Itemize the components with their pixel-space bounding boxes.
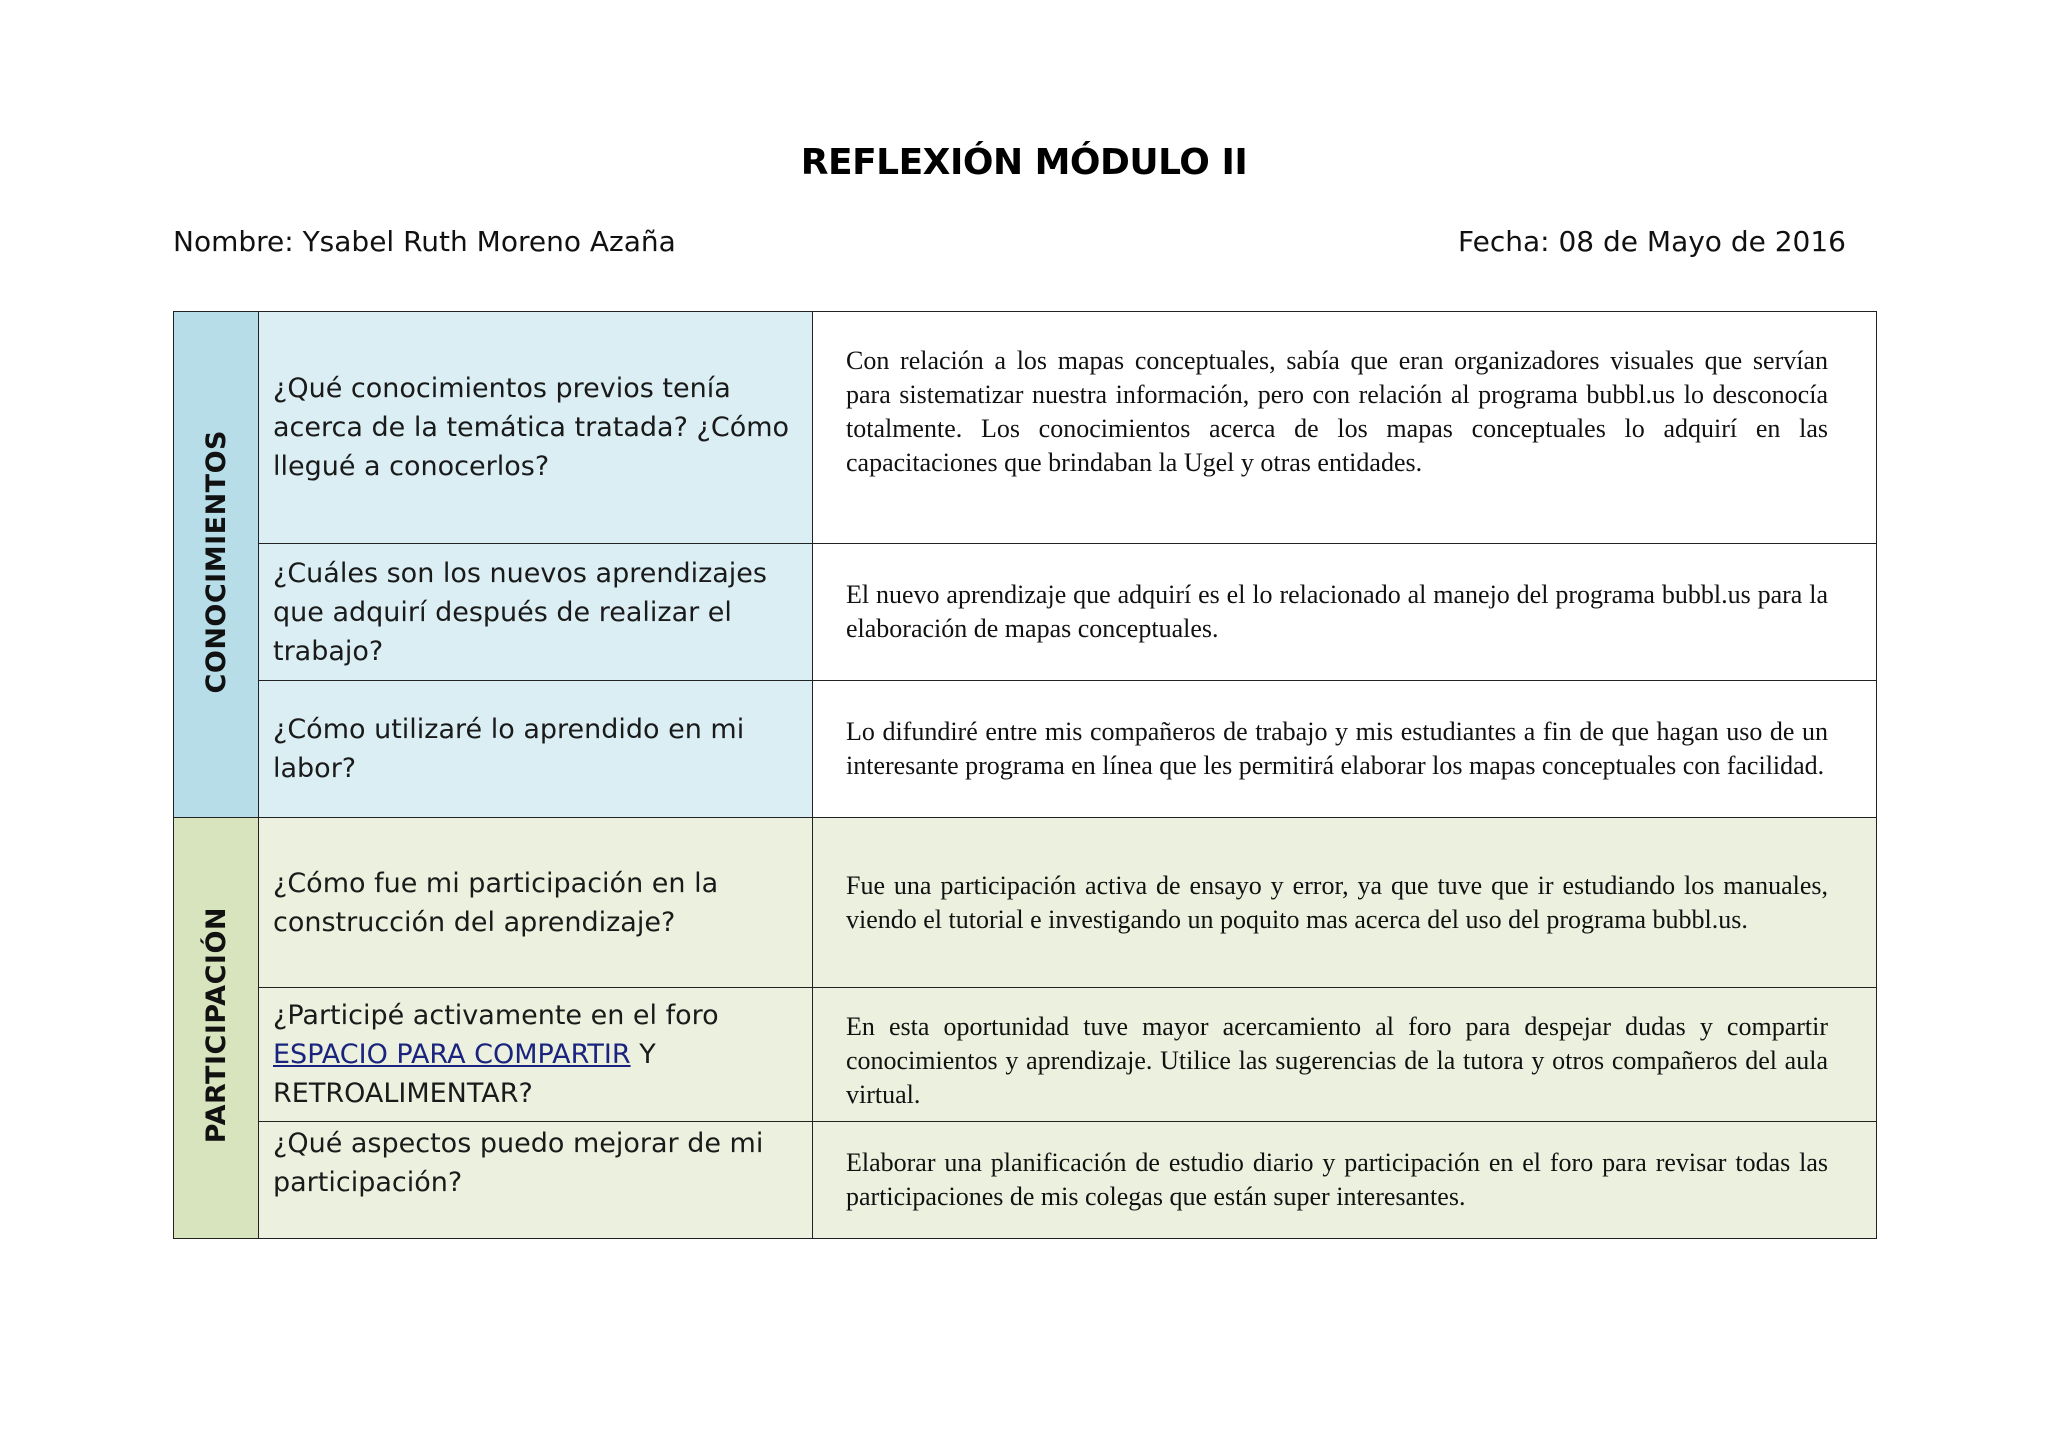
table-row (174, 681, 1877, 818)
answer-cell: Lo difundiré entre mis compañeros de trabajo y mis estudiantes a fin de que hagan uso de un interesante programa en línea que les permitirá elaborar los mapas conceptuales con facilidad. (813, 681, 1877, 818)
question-cell: ¿Qué conocimientos previos tenía acerca de la temática tratada? ¿Cómo llegué a conocerlos? (259, 312, 813, 544)
table-row (174, 818, 1877, 988)
question-cell (259, 988, 813, 1122)
section-label-participacion: PARTICIPACIÓN (200, 907, 232, 1144)
student-name: Nombre: Ysabel Ruth Moreno Azaña (173, 225, 676, 258)
answer-cell: Elaborar una planificación de estudio diario y participación en el foro para revisar todas las participaciones de mis colegas que están super interesantes. (813, 1122, 1877, 1239)
question-cell: ¿Qué aspectos puedo mejorar de mi participación? (259, 1122, 813, 1239)
question-text-suffix: Y RETROALIMENTAR? (273, 1039, 656, 1109)
question-cell: ¿Cómo fue mi participación en la construcción del aprendizaje? (259, 818, 813, 988)
section-participacion (174, 818, 259, 1239)
question-cell: ¿Cuáles son los nuevos aprendizajes que adquirí después de realizar el trabajo? (259, 544, 813, 681)
table-row (174, 312, 1877, 544)
question-cell: ¿Cómo utilizaré lo aprendido en mi labor? (259, 681, 813, 818)
document-date: Fecha: 08 de Mayo de 2016 (1458, 225, 1846, 258)
table-row (174, 1122, 1877, 1239)
reflection-table (173, 311, 1877, 1239)
section-conocimientos (174, 312, 259, 818)
answer-cell: En esta oportunidad tuve mayor acercamiento al foro para despejar dudas y compartir conocimientos y aprendizaje. Utilice las sugerencias de la tutora y otros compañeros del aula virtual. (813, 988, 1877, 1122)
forum-link[interactable]: ESPACIO PARA COMPARTIR (273, 1039, 631, 1070)
table-row (174, 544, 1877, 681)
table-row (174, 988, 1877, 1122)
question-text-prefix: ¿Participé activamente en el foro (273, 1000, 719, 1031)
section-label-conocimientos: CONOCIMIENTOS (200, 430, 232, 694)
answer-cell: Con relación a los mapas conceptuales, sabía que eran organizadores visuales que servían para sistematizar nuestra información, pero con relación al programa bubbl.us lo desconocía totalmente. Los conocimientos acerca de los mapas conceptuales lo adquirí en las capacitaciones que brindaban la Ugel y otras entidades. (813, 312, 1877, 544)
page-title: REFLEXIÓN MÓDULO II (800, 142, 1248, 183)
answer-cell: El nuevo aprendizaje que adquirí es el lo relacionado al manejo del programa bubbl.us para la elaboración de mapas conceptuales. (813, 544, 1877, 681)
answer-cell: Fue una participación activa de ensayo y error, ya que tuve que ir estudiando los manuales, viendo el tutorial e investigando un poquito mas acerca del uso del programa bubbl.us. (813, 818, 1877, 988)
